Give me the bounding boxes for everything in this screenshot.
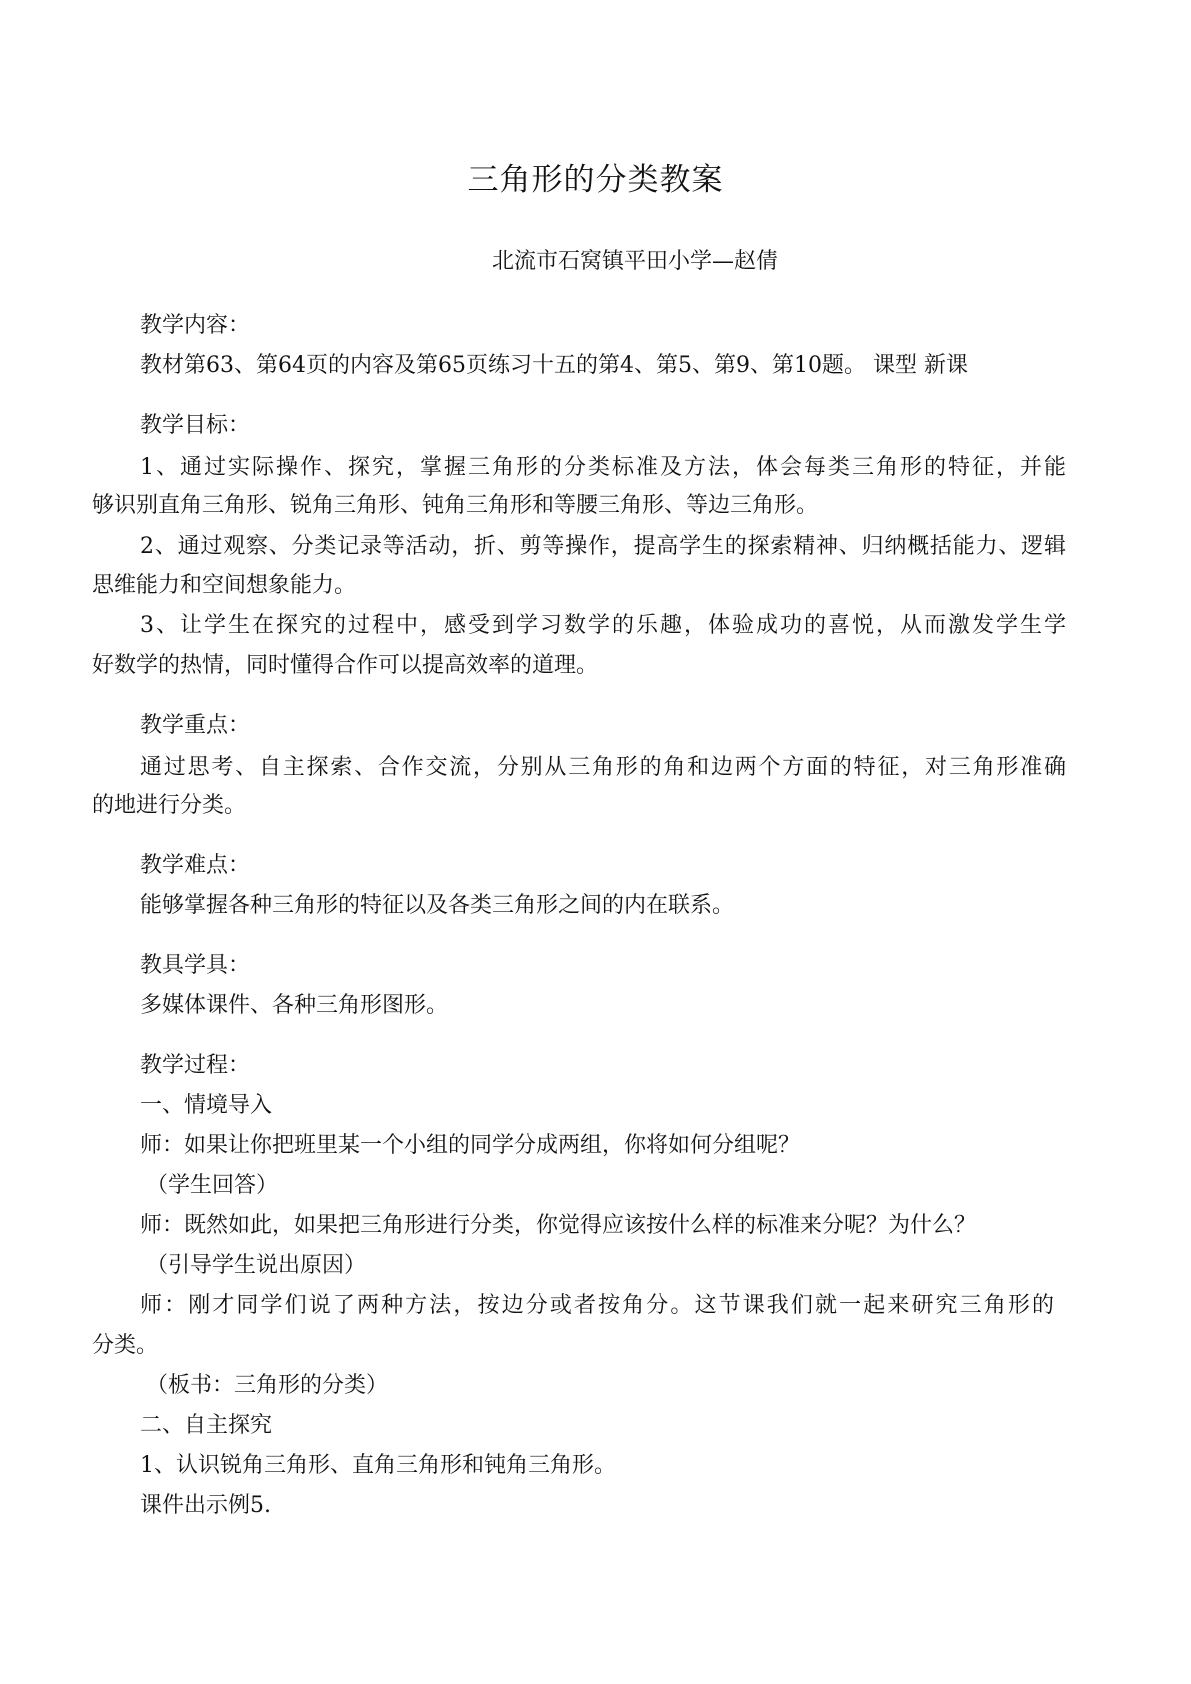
objective-1-line-2: 够识别直角三角形、锐角三角形、钝角三角形和等腰三角形、等边三角形。 [92,493,819,518]
content-text: 教材第63、第64页的内容及第65页练习十五的第4、第5、第9、第10题。 课型 新课 [140,353,968,378]
teacher-question-1: 师：如果让你把班里某一个小组的同学分成两组，你将如何分组呢？ [140,1133,801,1158]
difficulties-heading: 教学难点： [140,853,251,878]
teacher-statement-line-2: 分类。 [92,1333,159,1358]
author-line: 北流市石窝镇平田小学—赵倩 [492,249,779,274]
teacher-question-2: 师：既然如此，如果把三角形进行分类，你觉得应该按什么样的标准来分呢？为什么？ [140,1213,977,1238]
key-points-line-1: 通过思考、自主探索、合作交流，分别从三角形的角和边两个方面的特征，对三角形准确 [140,755,1066,780]
tools-heading: 教具学具： [140,953,251,978]
objective-3-line-1: 3、让学生在探究的过程中，感受到学习数学的乐趣，体验成功的喜悦，从而激发学生学 [140,613,1066,638]
objective-2-line-2: 思维能力和空间想象能力。 [92,573,357,598]
guide-note: （引导学生说出原因） [146,1253,367,1278]
key-points-line-2: 的地进行分类。 [92,793,247,818]
teacher-statement-line-1: 师：刚才同学们说了两种方法，按边分或者按角分。这节课我们就一起来研究三角形的 [140,1293,1054,1318]
step-1-text: 1、认识锐角三角形、直角三角形和钝角三角形。 [140,1453,616,1478]
document-title: 三角形的分类教案 [467,162,724,198]
objective-3-line-2: 好数学的热情，同时懂得合作可以提高效率的道理。 [92,653,599,678]
section-2-heading: 二、自主探究 [140,1413,273,1438]
section-1-heading: 一、情境导入 [140,1093,273,1118]
objectives-heading: 教学目标： [140,413,251,438]
difficulties-text: 能够掌握各种三角形的特征以及各类三角形之间的内在联系。 [140,893,735,918]
objective-1-line-1: 1、通过实际操作、探究，掌握三角形的分类标准及方法，体会每类三角形的特征，并能 [140,455,1066,480]
process-heading: 教学过程： [140,1053,251,1078]
tools-text: 多媒体课件、各种三角形图形。 [140,993,449,1018]
content-heading: 教学内容： [140,313,251,338]
board-note: （板书：三角形的分类） [146,1373,389,1398]
key-points-heading: 教学重点： [140,713,251,738]
objective-2-line-1: 2、通过观察、分类记录等活动，折、剪等操作，提高学生的探索精神、归纳概括能力、逻辑 [140,534,1066,559]
student-answer-note: （学生回答） [146,1173,279,1198]
example-text: 课件出示例5. [140,1493,271,1518]
